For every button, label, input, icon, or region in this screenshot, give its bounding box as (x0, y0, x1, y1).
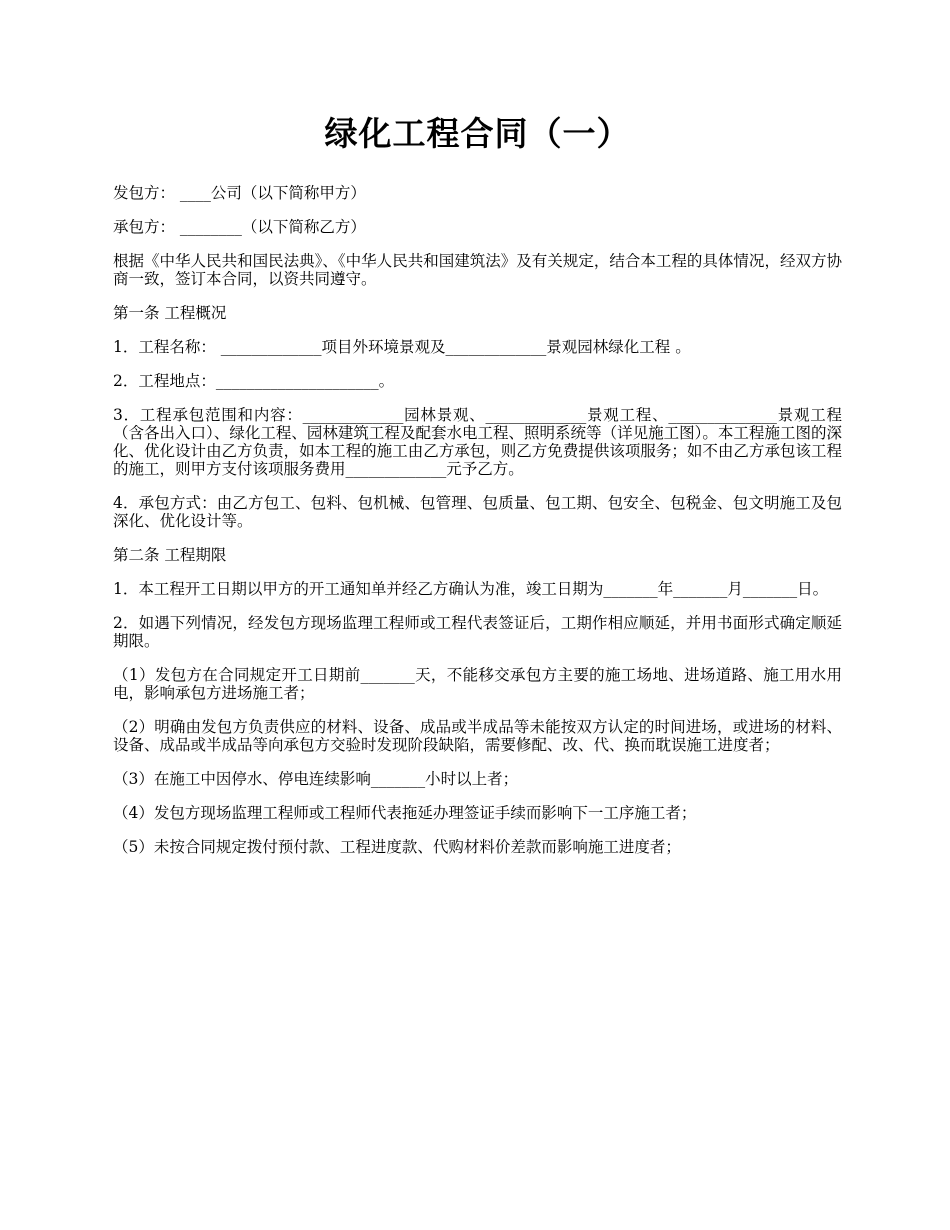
preamble-paragraph: 根据《中华人民共和国民法典》、《中华人民共和国建筑法》及有关规定，结合本工程的具体情况，经双方协商一致，签订本合同，以资共同遵守。 (113, 252, 842, 288)
project-location-clause: 2．工程地点：_____________________。 (113, 372, 395, 390)
party-b-line: 承包方： ________（以下简称乙方） (113, 218, 366, 236)
article-1-heading: 第一条 工程概况 (113, 304, 227, 322)
article-2-heading: 第二条 工程期限 (113, 546, 227, 564)
schedule-clause: 1．本工程开工日期以甲方的开工通知单并经乙方确认为准，竣工日期为_______年_______月_______日。 (113, 580, 829, 598)
project-scope-clause: 3．工程承包范围和内容：_____________园林景观、_____________景观工程、______________景观工程（含各出入口）、绿化工程、园林建筑工程及配套水电工程、照明系统等（详见施工图）。本工程施工图的深化、优化设计由乙方负责，如本工程的施工由乙方承包，则乙方免费提供该项服务；如不由乙方承包该工程的施工，则甲方支付该项服务费用_____________元予乙方。 (113, 406, 842, 478)
extension-clause: 2．如遇下列情况，经发包方现场监理工程师或工程代表签证后，工期作相应顺延，并用书面形式确定顺延期限。 (113, 614, 842, 650)
extension-item-1: （1）发包方在合同规定开工日期前_______天，不能移交承包方主要的施工场地、进场道路、施工用水用电，影响承包方进场施工者； (113, 666, 842, 702)
extension-item-2: （2）明确由发包方负责供应的材料、设备、成品或半成品等未能按双方认定的时间进场，或进场的材料、设备、成品或半成品等向承包方交验时发现阶段缺陷，需要修配、改、代、换而耽误施工进度者； (113, 718, 842, 754)
extension-item-5: （5）未按合同规定拨付预付款、工程进度款、代购材料价差款而影响施工进度者； (113, 838, 681, 856)
extension-item-3: （3）在施工中因停水、停电连续影响_______小时以上者； (113, 770, 519, 788)
extension-item-4: （4）发包方现场监理工程师或工程师代表拖延办理签证手续而影响下一工序施工者； (113, 804, 697, 822)
project-name-clause: 1．工程名称： _____________项目外环境景观及_____________景观园林绿化工程 。 (113, 338, 691, 356)
contract-method-clause: 4．承包方式：由乙方包工、包料、包机械、包管理、包质量、包工期、包安全、包税金、包文明施工及包深化、优化设计等。 (113, 494, 842, 530)
document-title: 绿化工程合同（一） (324, 114, 631, 153)
party-a-line: 发包方： ____公司（以下简称甲方） (113, 184, 366, 202)
